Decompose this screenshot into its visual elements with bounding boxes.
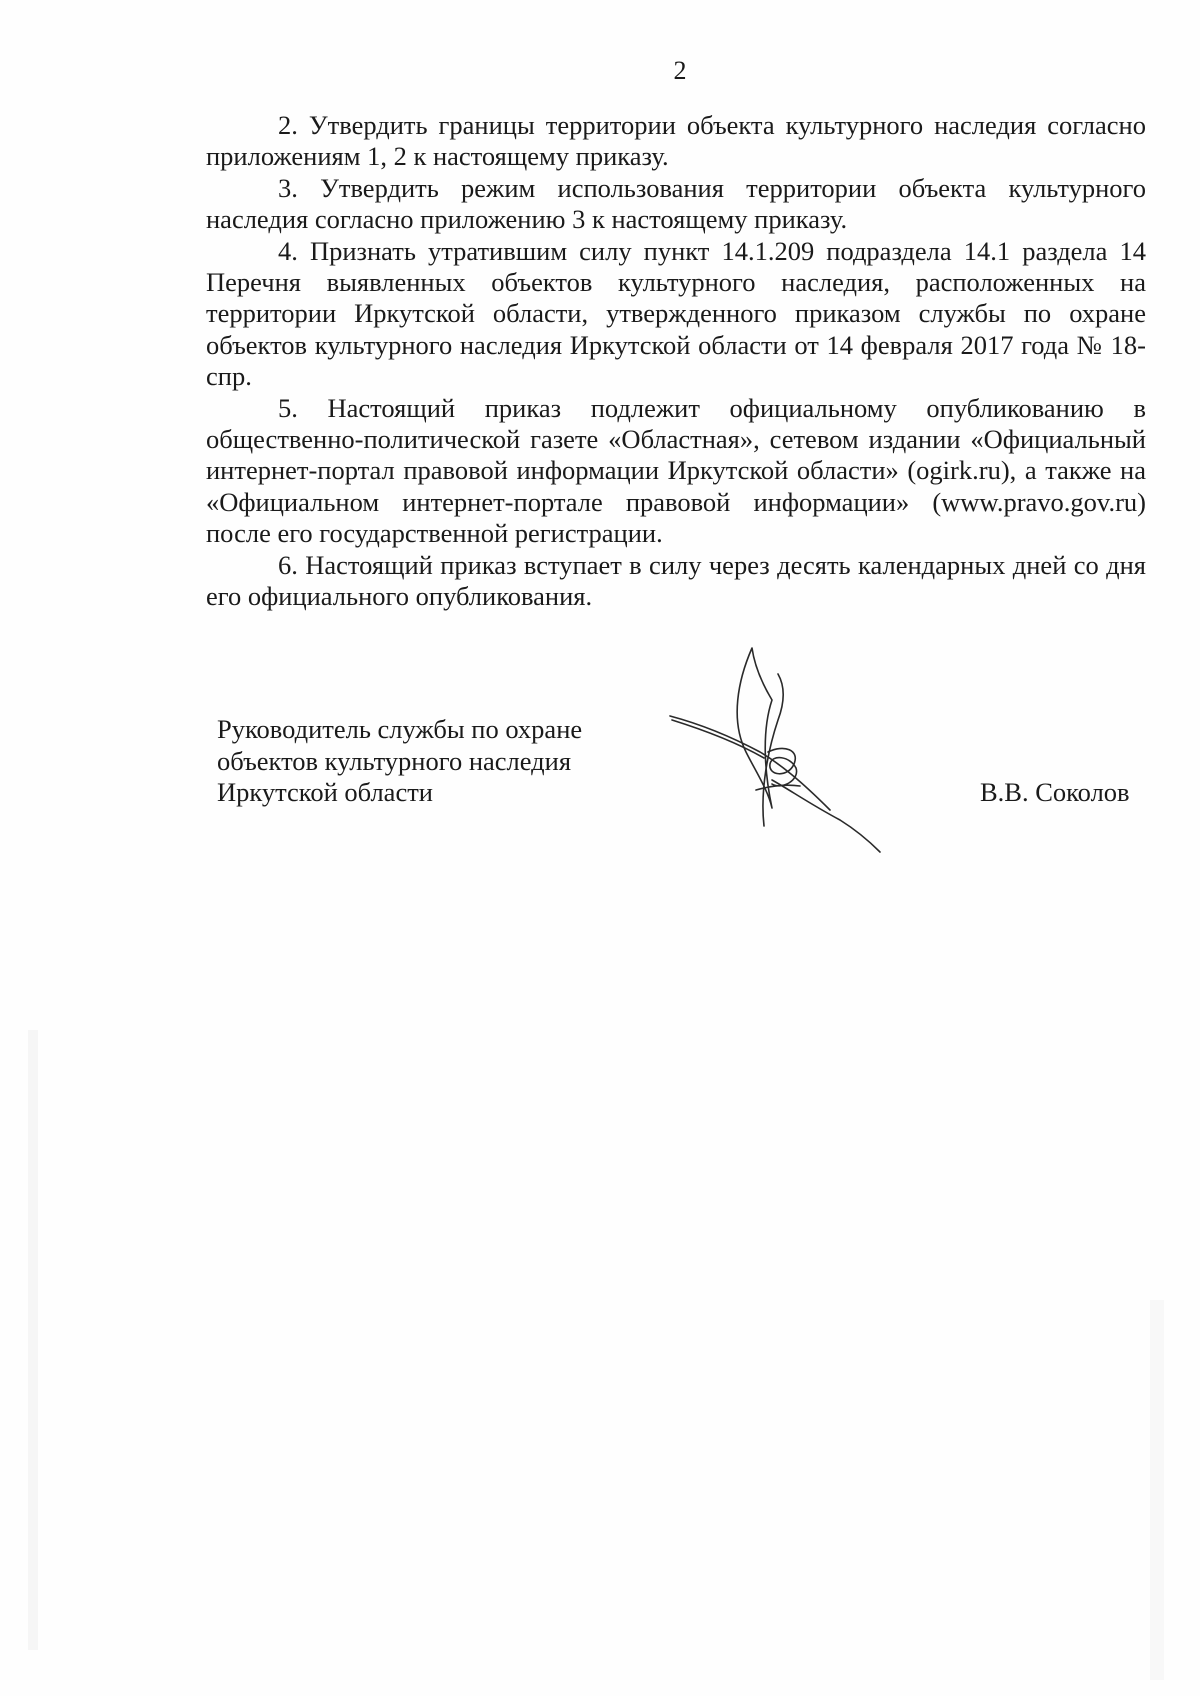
paragraph-4: 4. Признать утратившим силу пункт 14.1.209 подраздела 14.1 раздела 14 Перечня выявленных объектов культурного наследия, расположенных на территории Иркутской области, утвержденного приказом службы по охране объектов культурного наследия Иркутской области от 14 февраля 2017 года № 18-спр.: [206, 235, 1146, 392]
signer-name: В.В. Соколов: [980, 777, 1130, 807]
position-line: объектов культурного наследия: [217, 745, 572, 776]
paragraph-6: 6. Настоящий приказ вступает в силу через десять календарных дней со дня его официального опубликования.: [206, 549, 1146, 612]
paragraph-5: 5. Настоящий приказ подлежит официальному опубликованию в общественно-политической газете «Областная», сетевом издании «Официальный интернет-портал правовой информации Иркутской области» (ogirk.ru), а также на «Официальном интернет-портале правовой информации» (www.pravo.gov.ru) после его государственной регистрации.: [206, 392, 1146, 549]
document-body: [206, 110, 1146, 613]
position-line: Руководитель службы по охране: [217, 714, 583, 744]
page-number: 2: [673, 56, 687, 85]
position-line: Иркутской области: [217, 777, 433, 807]
paragraph-2: 2. Утвердить границы территории объекта культурного наследия согласно приложениям 1, 2 к настоящему приказу.: [206, 110, 1146, 172]
scan-artifact: [28, 1030, 38, 1650]
scan-artifact: [1150, 1300, 1164, 1680]
signatory-position: [217, 714, 677, 809]
handwritten-signature: [660, 640, 920, 860]
paragraph-3: 3. Утвердить режим использования территории объекта культурного наследия согласно приложению 3 к настоящему приказу.: [206, 172, 1146, 235]
